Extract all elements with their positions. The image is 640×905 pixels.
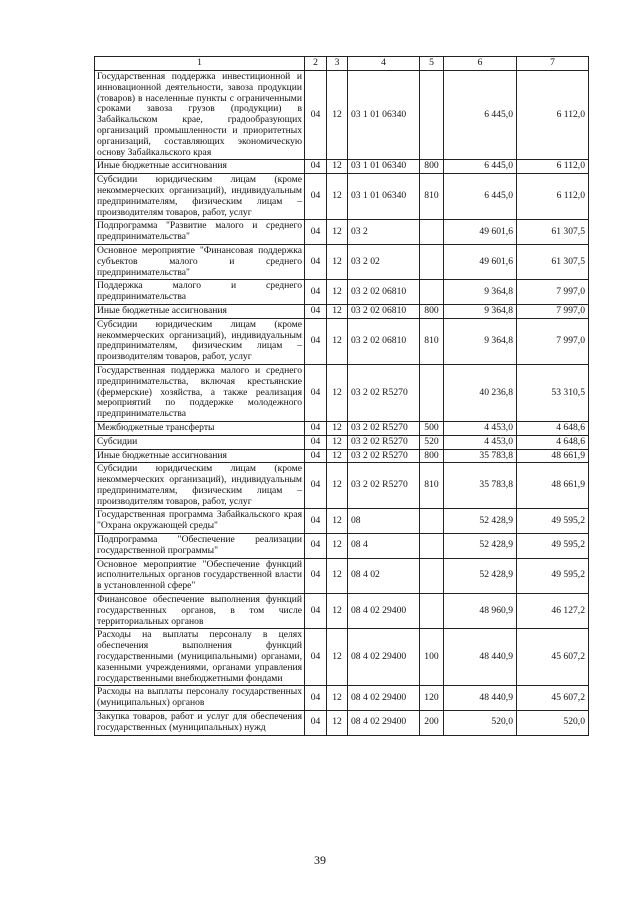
row-subsection-cell: 12 [327, 220, 348, 245]
row-expense-type-cell [420, 594, 444, 629]
row-amount-1-cell: 9 364,8 [444, 280, 517, 305]
header-col-2: 2 [305, 57, 327, 71]
row-name-cell: Государственная программа Забайкальского края "Охрана окружающей среды" [95, 509, 305, 534]
row-expense-type-cell: 800 [420, 449, 444, 463]
row-name-cell: Основное мероприятие "Финансовая поддержка субъектов малого и среднего предпринимательства" [95, 244, 305, 279]
row-target-code-cell: 08 4 02 29400 [348, 594, 420, 629]
row-amount-1-cell: 4 453,0 [444, 435, 517, 449]
row-amount-2-cell: 4 648,6 [517, 435, 589, 449]
row-subsection-cell: 12 [327, 71, 348, 160]
row-subsection-cell: 12 [327, 449, 348, 463]
row-amount-2-cell: 49 595,2 [517, 558, 589, 593]
row-target-code-cell: 03 2 02 R5270 [348, 435, 420, 449]
table-row [95, 220, 589, 245]
table-row [95, 280, 589, 305]
row-target-code-cell: 08 [348, 509, 420, 534]
table-row [95, 160, 589, 174]
row-section-cell: 04 [305, 280, 327, 305]
row-amount-1-cell: 49 601,6 [444, 244, 517, 279]
row-amount-2-cell: 6 112,0 [517, 174, 589, 220]
table-row [95, 686, 589, 711]
row-amount-1-cell: 6 445,0 [444, 174, 517, 220]
row-section-cell: 04 [305, 594, 327, 629]
row-name-cell: Иные бюджетные ассигнования [95, 304, 305, 318]
row-target-code-cell: 03 2 02 R5270 [348, 449, 420, 463]
row-target-code-cell: 08 4 02 29400 [348, 629, 420, 686]
row-section-cell: 04 [305, 421, 327, 435]
row-amount-2-cell: 48 661,9 [517, 463, 589, 509]
row-target-code-cell: 03 1 01 06340 [348, 160, 420, 174]
row-expense-type-cell [420, 534, 444, 559]
row-name-cell: Закупка товаров, работ и услуг для обеспечения государственных (муниципальных) нужд [95, 711, 305, 736]
row-subsection-cell: 12 [327, 280, 348, 305]
row-name-cell: Иные бюджетные ассигнования [95, 449, 305, 463]
row-subsection-cell: 12 [327, 244, 348, 279]
row-subsection-cell: 12 [327, 558, 348, 593]
row-section-cell: 04 [305, 364, 327, 421]
row-amount-2-cell: 7 997,0 [517, 280, 589, 305]
row-target-code-cell: 08 4 02 29400 [348, 686, 420, 711]
row-target-code-cell: 03 1 01 06340 [348, 71, 420, 160]
table-body [95, 71, 589, 736]
row-amount-2-cell: 61 307,5 [517, 220, 589, 245]
row-expense-type-cell: 810 [420, 174, 444, 220]
table-row [95, 509, 589, 534]
row-amount-2-cell: 7 997,0 [517, 304, 589, 318]
row-expense-type-cell [420, 364, 444, 421]
table-header-row [95, 57, 589, 71]
table-row [95, 711, 589, 736]
row-name-cell: Основное мероприятие "Обеспечение функций исполнительных органов государственной власти в установленной сфере" [95, 558, 305, 593]
header-col-4: 4 [348, 57, 420, 71]
row-amount-2-cell: 53 310,5 [517, 364, 589, 421]
row-section-cell: 04 [305, 174, 327, 220]
table-row [95, 629, 589, 686]
row-target-code-cell: 03 2 02 06810 [348, 280, 420, 305]
row-subsection-cell: 12 [327, 686, 348, 711]
row-subsection-cell: 12 [327, 435, 348, 449]
row-name-cell: Субсидии юридическим лицам (кроме некоммерческих организаций), индивидуальным предпринимателям, физическим лицам – производителям товаров, работ, услуг [95, 318, 305, 364]
row-name-cell: Государственная поддержка инвестиционной и инновационной деятельности, завоза продукции (товаров) в населенные пункты с ограниченными сроками завоза грузов (продукции) в Забайкальском крае, градообразующих организаций промышленности и приоритетных организаций, составляющих экономическую основу Забайкальского края [95, 71, 305, 160]
row-target-code-cell: 03 2 02 R5270 [348, 364, 420, 421]
row-amount-2-cell: 49 595,2 [517, 509, 589, 534]
row-section-cell: 04 [305, 558, 327, 593]
table-row [95, 318, 589, 364]
row-subsection-cell: 12 [327, 629, 348, 686]
row-amount-1-cell: 6 445,0 [444, 71, 517, 160]
header-col-5: 5 [420, 57, 444, 71]
row-amount-2-cell: 61 307,5 [517, 244, 589, 279]
row-subsection-cell: 12 [327, 304, 348, 318]
row-target-code-cell: 03 2 02 [348, 244, 420, 279]
row-subsection-cell: 12 [327, 160, 348, 174]
row-section-cell: 04 [305, 71, 327, 160]
row-subsection-cell: 12 [327, 421, 348, 435]
row-section-cell: 04 [305, 435, 327, 449]
header-col-3: 3 [327, 57, 348, 71]
row-amount-1-cell: 6 445,0 [444, 160, 517, 174]
table-row [95, 463, 589, 509]
row-target-code-cell: 03 2 02 06810 [348, 304, 420, 318]
row-amount-1-cell: 48 440,9 [444, 686, 517, 711]
row-target-code-cell: 03 2 02 R5270 [348, 421, 420, 435]
row-section-cell: 04 [305, 686, 327, 711]
row-name-cell: Субсидии [95, 435, 305, 449]
row-subsection-cell: 12 [327, 174, 348, 220]
header-col-1: 1 [95, 57, 305, 71]
row-amount-1-cell: 48 440,9 [444, 629, 517, 686]
table-row [95, 174, 589, 220]
row-amount-2-cell: 520,0 [517, 711, 589, 736]
row-amount-1-cell: 52 428,9 [444, 558, 517, 593]
row-amount-1-cell: 40 236,8 [444, 364, 517, 421]
row-name-cell: Подпрограмма "Развитие малого и среднего предпринимательства" [95, 220, 305, 245]
row-amount-2-cell: 4 648,6 [517, 421, 589, 435]
row-name-cell: Иные бюджетные ассигнования [95, 160, 305, 174]
row-name-cell: Финансовое обеспечение выполнения функций государственных органов, в том числе территориальных органов [95, 594, 305, 629]
table-row [95, 421, 589, 435]
row-target-code-cell: 08 4 02 [348, 558, 420, 593]
table-row [95, 435, 589, 449]
row-expense-type-cell: 120 [420, 686, 444, 711]
table-row [95, 534, 589, 559]
row-name-cell: Межбюджетные трансферты [95, 421, 305, 435]
row-expense-type-cell: 520 [420, 435, 444, 449]
row-amount-1-cell: 9 364,8 [444, 304, 517, 318]
row-expense-type-cell: 200 [420, 711, 444, 736]
table-row [95, 594, 589, 629]
row-amount-1-cell: 49 601,6 [444, 220, 517, 245]
row-expense-type-cell [420, 220, 444, 245]
row-name-cell: Поддержка малого и среднего предпринимательства [95, 280, 305, 305]
table-row [95, 244, 589, 279]
row-amount-1-cell: 52 428,9 [444, 534, 517, 559]
row-expense-type-cell: 810 [420, 463, 444, 509]
row-target-code-cell: 03 2 02 R5270 [348, 463, 420, 509]
row-amount-2-cell: 45 607,2 [517, 629, 589, 686]
row-section-cell: 04 [305, 534, 327, 559]
row-expense-type-cell: 800 [420, 160, 444, 174]
table-row [95, 304, 589, 318]
row-subsection-cell: 12 [327, 711, 348, 736]
row-expense-type-cell: 810 [420, 318, 444, 364]
row-section-cell: 04 [305, 449, 327, 463]
row-amount-1-cell: 48 960,9 [444, 594, 517, 629]
row-amount-1-cell: 4 453,0 [444, 421, 517, 435]
row-target-code-cell: 08 4 [348, 534, 420, 559]
header-col-6: 6 [444, 57, 517, 71]
row-section-cell: 04 [305, 318, 327, 364]
row-name-cell: Субсидии юридическим лицам (кроме некоммерческих организаций), индивидуальным предпринимателям, физическим лицам – производителям товаров, работ, услуг [95, 174, 305, 220]
row-amount-2-cell: 6 112,0 [517, 160, 589, 174]
row-expense-type-cell: 500 [420, 421, 444, 435]
row-name-cell: Расходы на выплаты персоналу государственных (муниципальных) органов [95, 686, 305, 711]
row-target-code-cell: 03 1 01 06340 [348, 174, 420, 220]
row-expense-type-cell: 800 [420, 304, 444, 318]
row-amount-2-cell: 49 595,2 [517, 534, 589, 559]
row-target-code-cell: 08 4 02 29400 [348, 711, 420, 736]
row-name-cell: Расходы на выплаты персоналу в целях обеспечения выполнения функций государственными (муниципальными) органами, казенными учреждениями, органами управления государственными внебюджетными фондами [95, 629, 305, 686]
row-target-code-cell: 03 2 02 06810 [348, 318, 420, 364]
row-expense-type-cell [420, 280, 444, 305]
row-expense-type-cell [420, 244, 444, 279]
row-amount-2-cell: 6 112,0 [517, 71, 589, 160]
row-amount-1-cell: 52 428,9 [444, 509, 517, 534]
row-section-cell: 04 [305, 160, 327, 174]
row-amount-2-cell: 46 127,2 [517, 594, 589, 629]
row-section-cell: 04 [305, 304, 327, 318]
row-expense-type-cell: 100 [420, 629, 444, 686]
row-amount-1-cell: 9 364,8 [444, 318, 517, 364]
table-row [95, 364, 589, 421]
row-section-cell: 04 [305, 220, 327, 245]
row-name-cell: Подпрограмма "Обеспечение реализации государственной программы" [95, 534, 305, 559]
row-section-cell: 04 [305, 629, 327, 686]
row-expense-type-cell [420, 558, 444, 593]
row-subsection-cell: 12 [327, 594, 348, 629]
row-expense-type-cell [420, 509, 444, 534]
row-section-cell: 04 [305, 244, 327, 279]
row-subsection-cell: 12 [327, 463, 348, 509]
header-col-7: 7 [517, 57, 589, 71]
row-section-cell: 04 [305, 509, 327, 534]
row-subsection-cell: 12 [327, 364, 348, 421]
budget-table-container [94, 56, 588, 736]
row-subsection-cell: 12 [327, 534, 348, 559]
table-row [95, 558, 589, 593]
row-amount-1-cell: 35 783,8 [444, 463, 517, 509]
row-section-cell: 04 [305, 711, 327, 736]
row-amount-2-cell: 7 997,0 [517, 318, 589, 364]
row-amount-1-cell: 35 783,8 [444, 449, 517, 463]
row-section-cell: 04 [305, 463, 327, 509]
table-row [95, 71, 589, 160]
row-target-code-cell: 03 2 [348, 220, 420, 245]
page-number: 39 [314, 853, 326, 867]
row-subsection-cell: 12 [327, 318, 348, 364]
row-amount-2-cell: 45 607,2 [517, 686, 589, 711]
row-subsection-cell: 12 [327, 509, 348, 534]
row-name-cell: Государственная поддержка малого и среднего предпринимательства, включая крестьянские (фермерские) хозяйства, а также реализация мероприятий по поддержке молодежного предпринимательства [95, 364, 305, 421]
budget-table [94, 56, 589, 736]
row-name-cell: Субсидии юридическим лицам (кроме некоммерческих организаций), индивидуальным предпринимателям, физическим лицам – производителям товаров, работ, услуг [95, 463, 305, 509]
row-amount-1-cell: 520,0 [444, 711, 517, 736]
table-row [95, 449, 589, 463]
row-amount-2-cell: 48 661,9 [517, 449, 589, 463]
row-expense-type-cell [420, 71, 444, 160]
